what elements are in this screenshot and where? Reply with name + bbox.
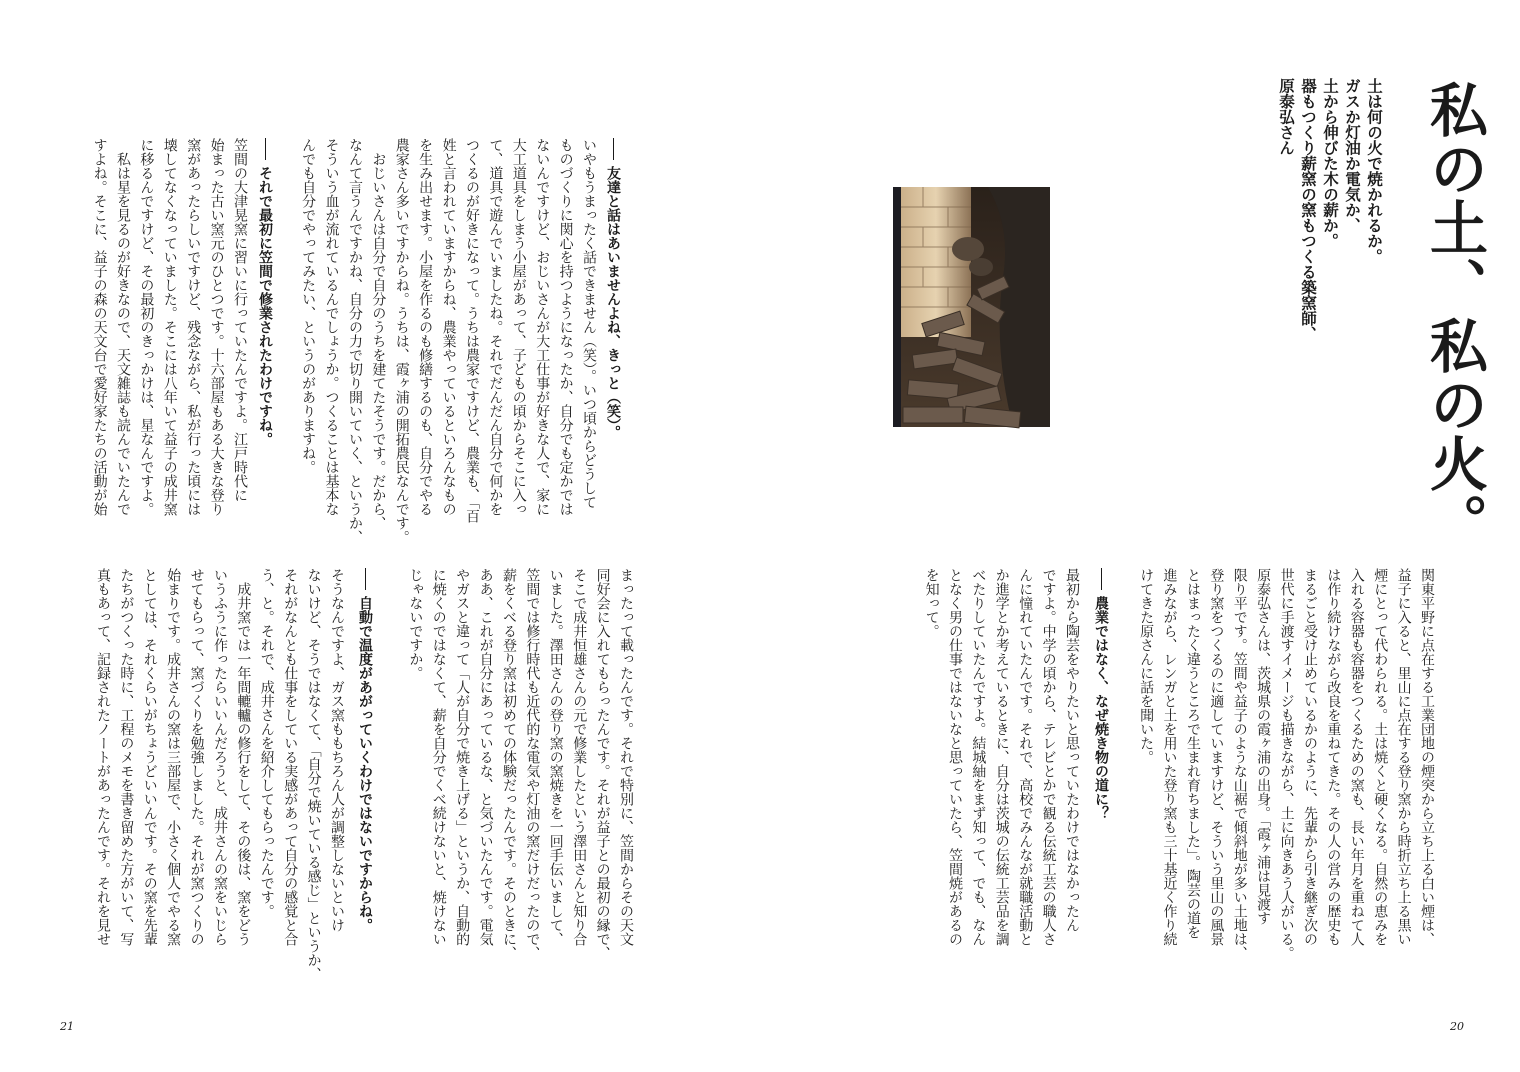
article-lead: 土は何の火で焼かれるか。 ガスか灯油か電気か、 土から伸びた木の薪か。 器もつくり薪窯の窯もつくる築窯師、 原泰弘さん bbox=[1277, 78, 1384, 342]
kiln-photo bbox=[893, 187, 1050, 427]
answer-paragraph: 笠間の大津晃窯に習いに行っていたんですよ。江戸時代に 始まった古い窯元のひとつです。十六部屋もある大きな登り 窯があったらしいですけど、残念ながら、私が行った頃には 壊してなくなっていました。そこには八年いて益子の成井窯 に移るんですけど、その最初のきっかけは、星なんですよ。 私は星を見るのが好きなので、天文雑誌も読んでいたんで すよね。そこに、益子の森の天文台で愛好家たちの活動が始 bbox=[91, 138, 248, 516]
answer-paragraph: いやもうまったく話できません（笑）。いつ頃からどうして ものづくりに関心を持つようになったか、自分でも定かでは ないんですけど、おじいさんが大工仕事が好きな人で、家に 大工道具をしまう小屋があって、子どもの頃からそこに入っ て、道具で遊んでいましたね。それでだんだん自分で何かを つくるのが好きになって。うちは農家ですけど、農業も、「百 姓と言われていますからね、農業やっているといろんなもの を生み出せます。小屋を作るのも修繕するのも、自分でやる 農家さん多いですからね。うちは、霞ヶ浦の開拓農民なんです。 おじいさんは自分で自分のうちを建てたそうです。だから、 なんて言うんですかね、自分の力で切り開いていく、というか、 そういう血が流れているんでしょうか。つくることは基本な んでも自分でやってみたい、というのがありますね。 bbox=[300, 138, 597, 544]
page-number-left: 21 bbox=[60, 1020, 74, 1033]
answer-paragraph: そうなんですよ、ガス窯ももちろん人が調整しないといけ ないけど、そうではなくて、「自分で焼いている感じ」というか、 それがなんとも仕事をしている実感があって自分の感覚と合 う、と。それで、成井さんを紹介してもらったんです。 成井窯では一年間轆轤の修行をして、その後は、窯をどう いうふうに作ったらいいんだろうと、成井さんの窯をいじら せてもらって、窯づくりを勉強しました。それが窯つくりの 始まりです。成井さんの窯は三部屋で、小さく個人でやる窯 としては、それくらいがちょうどいいんです。その窯を先輩 たちがつくった時に、工程のメモを書き留めた方がいて、写 真もあって、記録されたノートがあったんです。それを見せ bbox=[94, 568, 345, 981]
kiln-image bbox=[893, 187, 1050, 427]
question-heading: 友達と話はあいませんよね、きっと（笑）。 bbox=[598, 138, 624, 538]
intro-paragraph: 関東平野に点在する工業団地の煙突から立ち上る白い煙は、 益子に入ると、里山に点在する登り窯から時折立ち上る黒い 煙にとって代わられる。土は焼くと硬くなる。自然の恵みを 入れる容器も容器をつくるための窯も、長い年月を重ねて人 は作り続けながら改良を重ねてきた。その人の営みの歴史も まるごと受け止めているかのように、先輩から引き継ぎ次の 世代に手渡すイメージも描きながら、土に向きあう人がいる。 原泰弘さんは、茨城県の霞ヶ浦の出身。「霞ヶ浦は見渡す 限り平です。笠間や益子のような山裾で傾斜地が多い土地は、 登り窯をつくるのに適していますけど、そういう里山の風景 とはまったく違うところで生まれ育ちました」。陶芸の道を 進みながら、レンガと土を用いた登り窯も三十基近く作り続 けてきた原さんに話を聞いた。 bbox=[1138, 568, 1435, 960]
question-heading: それで最初に笠間で修業されたわけですね。 bbox=[250, 138, 276, 538]
question-heading: 農業ではなく、なぜ焼き物の道に？ bbox=[1086, 568, 1112, 1003]
question-heading: 自動で温度があがっていくわけではないですからね。 bbox=[350, 568, 376, 1003]
answer-paragraph: 最初から陶芸をやりたいと思っていたわけではなかったん ですよ。中学の頃から、テレビとかで観る伝統工芸の職人さ んに憧れていたんです。それで、高校でみんなが就職活動と か進学とか考えているときに、自分は茨城の伝統工芸品を調 べたりしていたんですよ。結城紬をまず知って、でも、なん となく男の仕事ではないなと思っていたら、笠間焼があるの を知って。 bbox=[923, 568, 1080, 946]
page-number-right: 20 bbox=[1450, 1020, 1464, 1033]
answer-continued-paragraph: まったって載ったんです。それで特別に、笠間からその天文 同好会に入れてもらったんです。それが益子との最初の縁で、 そこで成井恒雄さんの元で修業したという澤田さんと知り合 いました。澤田さんの登り窯の窯焼きを一回手伝いまして、 笠間では修行時代も近代的な電気や灯油の窯だけだったので、 薪をくべる登り窯は初めての体験だったんです。そのときに、 ああ、これが自分にあっているな、と気づいたんです。電気 やガスと違って「人が自分で焼き上げる」というか、自動的 に焼くのではなくて、薪を自分でくべ続けないと、焼けない じゃないですか。 bbox=[407, 568, 634, 960]
article-title: 私の土、私の火。 bbox=[1420, 80, 1488, 552]
